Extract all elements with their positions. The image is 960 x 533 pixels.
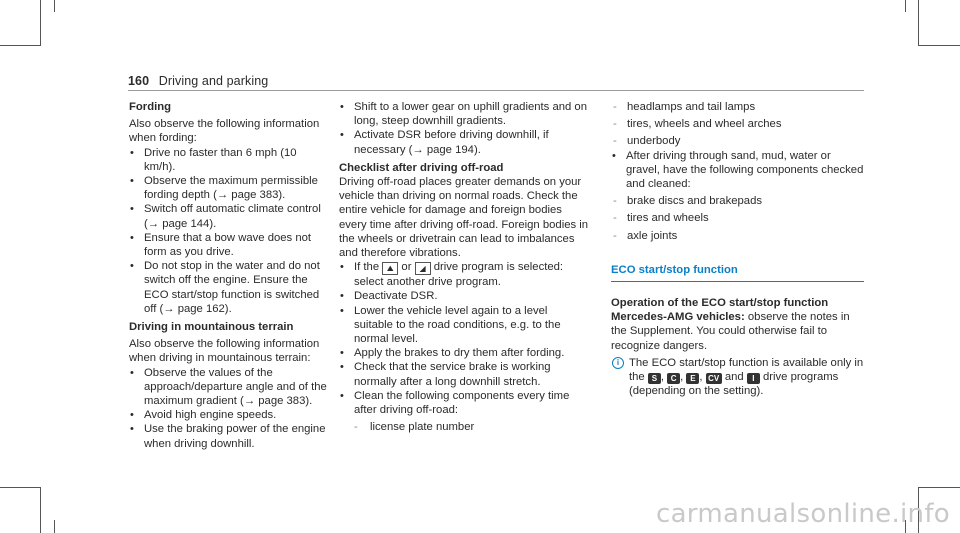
sub-list-item: - headlamps and tail lamps: [611, 100, 864, 114]
list-item: • Check that the service brake is working normally after a long downhill stretch.: [339, 360, 589, 388]
drive-program-s-icon: S: [648, 373, 661, 384]
mountain-intro: Also observe the following information when driving in mountainous terrain:: [129, 338, 320, 365]
fording-intro: Also observe the following information when fording:: [129, 118, 320, 145]
page-number: 160: [128, 74, 150, 88]
fording-heading: Fording: [129, 101, 172, 113]
if-prefix: If the: [354, 261, 380, 274]
sub-list-item: - tires, wheels and wheel arches: [611, 117, 864, 131]
note-prefix: The ECO start/stop function is available only in the: [629, 356, 864, 384]
page-header: [128, 74, 268, 88]
list-item: • Observe the values of the approach/departure angle and of the maximum gradient (→ page 383).: [129, 366, 327, 409]
info-icon: i: [612, 357, 624, 369]
checklist-text: Driving off-road places greater demands on your vehicle than driving on normal roads. Check the entire vehicle for damage and foreign bodies every time after driving off-road. Foreign bodies in the wheels or drivetrain can lead to imbalances and therefore vibrations.: [339, 176, 589, 260]
list-item: • Clean the following components every time after driving off-road:: [339, 389, 589, 417]
crop-mark: [40, 0, 41, 46]
list-item: • Ensure that a bow wave does not form as you drive.: [129, 231, 327, 259]
info-note: i The ECO start/stop function is available only in the S , C , E , CV and I drive programs (depending on the setting).: [611, 356, 864, 399]
if-or: or: [401, 261, 412, 274]
crop-mark: [40, 487, 41, 533]
list-item: • Use the braking power of the engine when driving downhill.: [129, 422, 327, 450]
column-1: [129, 100, 327, 451]
operation-heading: Operation of the ECO start/stop function Mercedes-AMG vehicles:: [611, 297, 829, 324]
drive-program-cv-icon: CV: [706, 373, 722, 384]
checklist-heading: Checklist after driving off-road: [339, 161, 504, 174]
drive-program-e-icon: E: [686, 373, 699, 384]
offroad-program-icon: ⛰: [382, 262, 398, 275]
crop-mark: [0, 45, 40, 46]
sub-list-item: - license plate number: [339, 420, 589, 434]
note-suffix: drive programs (depending on the setting).: [629, 371, 839, 398]
list-item: • Avoid high engine speeds.: [129, 408, 327, 422]
sub-list-item: - tires and wheels: [611, 211, 864, 225]
drive-program-c-icon: C: [667, 373, 680, 384]
operation-text: observe the notes in the Supplement. You could otherwise fail to recognize dangers.: [611, 311, 850, 352]
list-item: [339, 260, 589, 289]
column-3: [611, 100, 864, 398]
list-item: • Activate DSR before driving downhill, if necessary (→ page 194).: [339, 128, 589, 156]
drive-program-individual-icon: I: [747, 373, 760, 384]
note-and: and: [724, 371, 744, 384]
sub-list-item: - brake discs and brakepads: [611, 194, 864, 208]
list-item: • Deactivate DSR.: [339, 289, 589, 303]
section-title: Driving and parking: [158, 74, 269, 88]
crop-mark: [905, 0, 906, 12]
list-item: • Lower the vehicle level again to a level suitable to the road conditions, e.g. to the normal level.: [339, 304, 589, 347]
list-item: • Shift to a lower gear on uphill gradients and on long, steep downhill gradients.: [339, 100, 589, 128]
sub-list-item: - underbody: [611, 134, 864, 148]
if-suffix: drive program is selected: select another drive program.: [354, 261, 564, 289]
crop-mark: [918, 0, 919, 46]
list-item: • After driving through sand, mud, water or gravel, have the following components checked and cleaned:: [611, 149, 864, 192]
list-item: • Drive no faster than 6 mph (10 km/h).: [129, 146, 327, 174]
column-2: [339, 100, 589, 434]
crop-mark: [54, 0, 55, 12]
crop-mark: [918, 487, 960, 488]
crop-mark: [918, 45, 960, 46]
eco-section-heading: ECO start/stop function: [611, 263, 738, 276]
list-item: • Do not stop in the water and do not switch off the engine. Ensure the ECO start/stop function is switched off (→ page 162).: [129, 259, 327, 316]
list-item: • Observe the maximum permissible fording depth (→ page 383).: [129, 174, 327, 202]
mountain-heading: Driving in mountainous terrain: [129, 321, 294, 334]
crop-mark: [54, 520, 55, 533]
incline-program-icon: ◢: [415, 262, 431, 275]
list-item: • Apply the brakes to dry them after fording.: [339, 346, 589, 360]
crop-mark: [0, 487, 40, 488]
header-divider: [128, 90, 864, 91]
list-item: • Switch off automatic climate control (→ page 144).: [129, 202, 327, 230]
watermark: carmanualsonline.info: [655, 499, 950, 529]
sub-list-item: - axle joints: [611, 229, 864, 243]
